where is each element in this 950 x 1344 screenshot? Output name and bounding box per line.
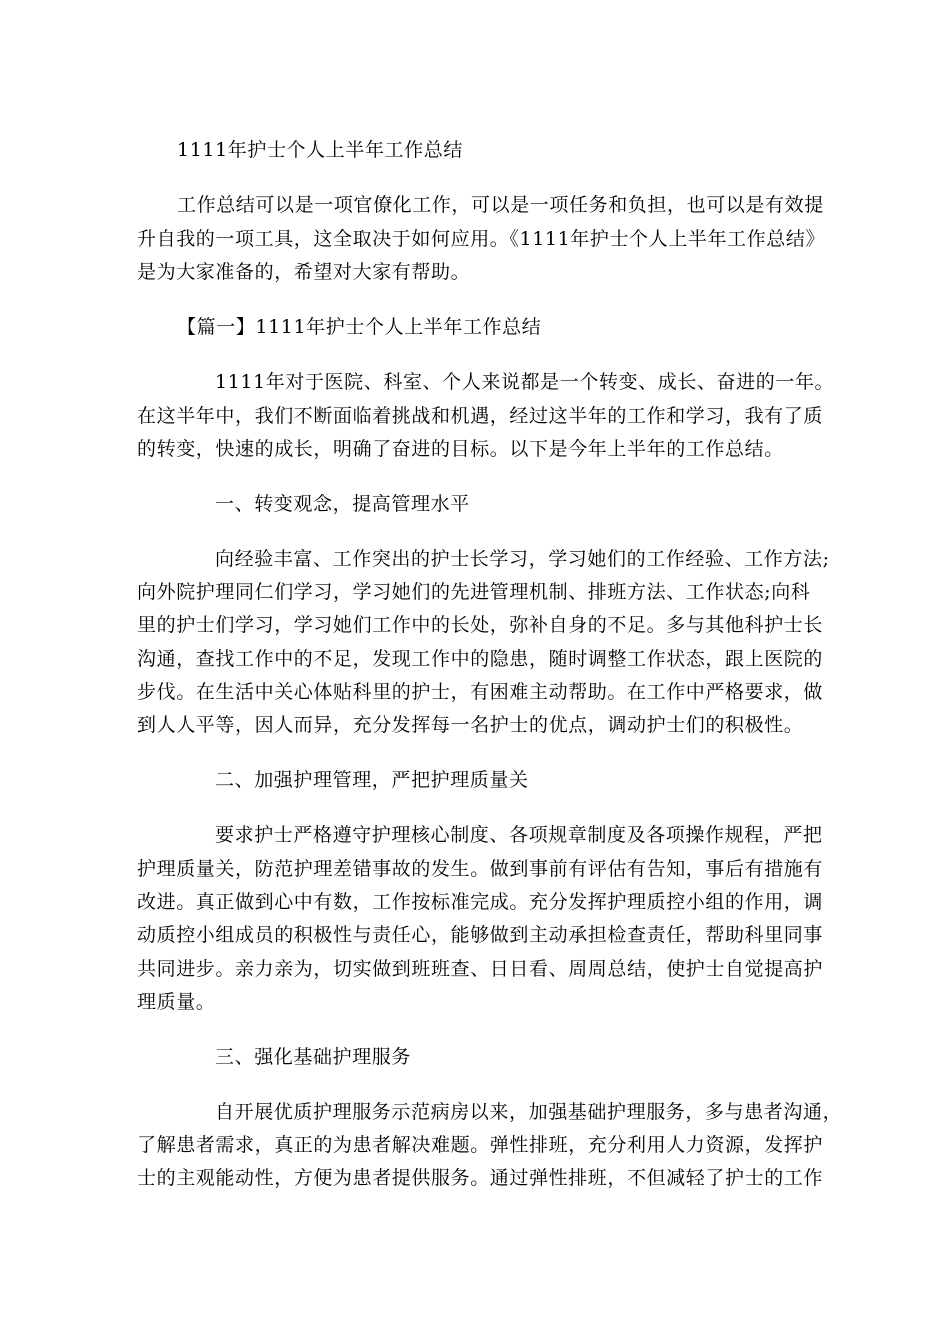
part2-line: 共同进步。亲力亲为，切实做到班班查、日日看、周周总结，使护士自觉提高护 [137,958,824,980]
opening-line: 的转变，快速的成长，明确了奋进的目标。以下是今年上半年的工作总结。 [137,438,784,460]
part3-line: 了解患者需求，真正的为患者解决难题。弹性排班，充分利用人力资源，发挥护 [137,1134,824,1156]
opening-line: 在这半年中，我们不断面临着挑战和机遇，经过这半年的工作和学习，我有了质 [137,405,824,427]
part1-line: 沟通，查找工作中的不足，发现工作中的隐患，随时调整工作状态，跟上医院的 [137,648,824,670]
part2-line: 理质量。 [137,991,216,1013]
part2-line: 要求护士严格遵守护理核心制度、各项规章制度及各项操作规程，严把 [215,824,823,846]
part1-line: 向外院护理同仁们学习，学习她们的先进管理机制、排班方法、工作状态;向科 [137,581,811,603]
part3-line: 士的主观能动性，方便为患者提供服务。通过弹性排班，不但减轻了护士的工作 [137,1167,824,1189]
part3-heading: 三、强化基础护理服务 [215,1046,412,1068]
part1-line: 向经验丰富、工作突出的护士长学习，学习她们的工作经验、工作方法; [215,548,830,570]
section-heading: 【篇一】1111年护士个人上半年工作总结 [177,316,542,338]
document-title: 1111年护士个人上半年工作总结 [177,139,463,161]
part2-line: 动质控小组成员的积极性与责任心，能够做到主动承担检查责任，帮助科里同事 [137,924,824,946]
part2-line: 护理质量关，防范护理差错事故的发生。做到事前有评估有告知，事后有措施有 [137,858,824,880]
part2-line: 改进。真正做到心中有数，工作按标准完成。充分发挥护理质控小组的作用，调 [137,891,824,913]
part3-line: 自开展优质护理服务示范病房以来，加强基础护理服务，多与患者沟通， [215,1101,843,1123]
intro-line: 是为大家准备的，希望对大家有帮助。 [137,261,471,283]
part1-line: 到人人平等，因人而异，充分发挥每一名护士的优点，调动护士们的积极性。 [137,714,804,736]
part2-heading: 二、加强护理管理，严把护理质量关 [215,769,529,791]
intro-line: 升自我的一项工具，这全取决于如何应用。《1111年护士个人上半年工作总结》 [137,228,826,250]
part1-line: 里的护士们学习，学习她们工作中的长处，弥补自身的不足。多与其他科护士长 [137,614,824,636]
intro-line: 工作总结可以是一项官僚化工作，可以是一项任务和负担，也可以是有效提 [177,194,824,216]
opening-line: 1111年对于医院、科室、个人来说都是一个转变、成长、奋进的一年。 [215,371,835,393]
part1-heading: 一、转变观念，提高管理水平 [215,493,470,515]
part1-line: 步伐。在生活中关心体贴科里的护士，有困难主动帮助。在工作中严格要求，做 [137,681,824,703]
